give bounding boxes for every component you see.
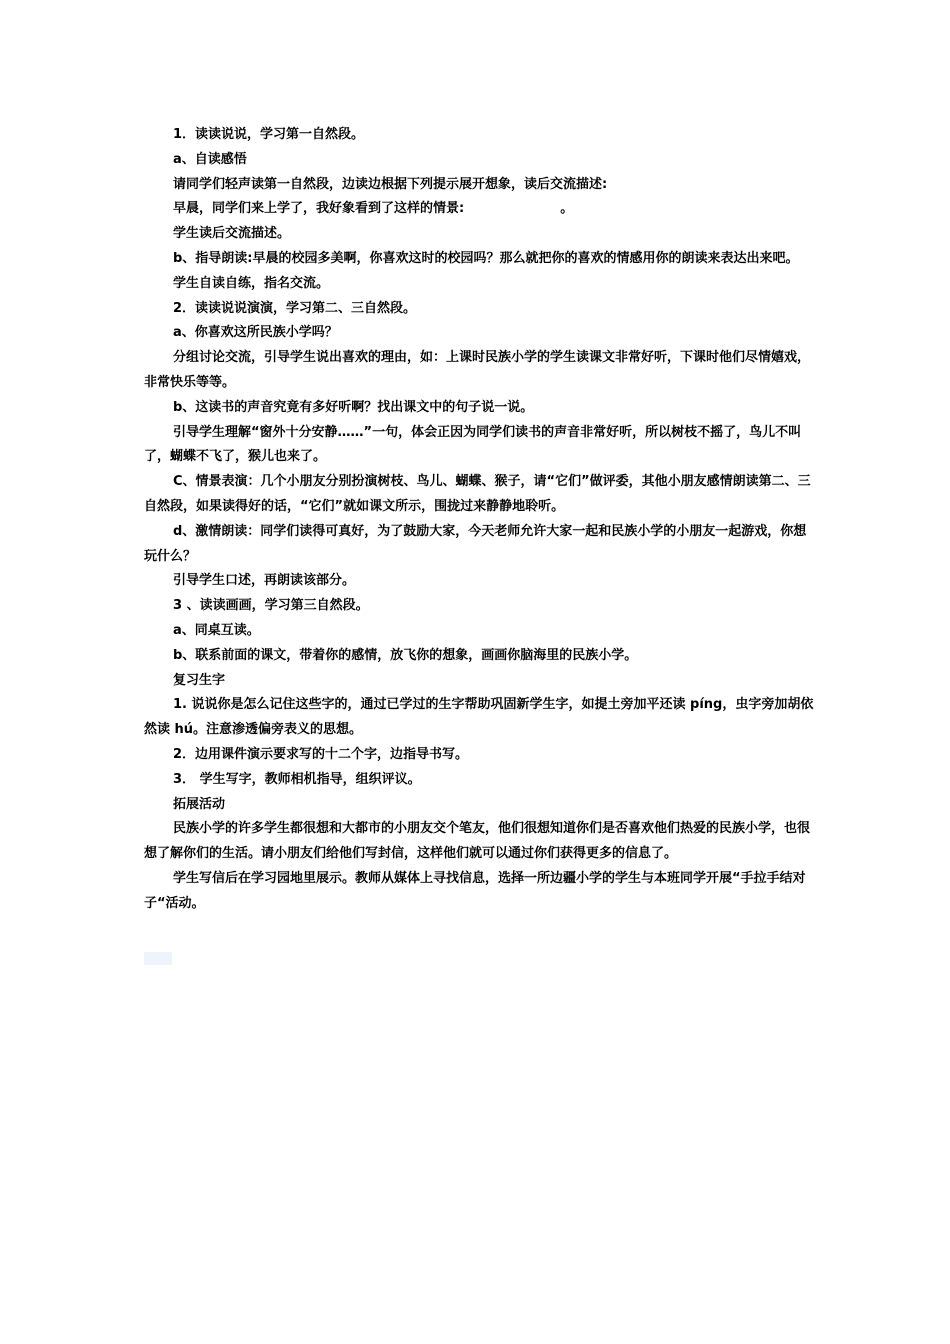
document-body — [144, 123, 816, 917]
paragraph: 3 、读读画画，学习第三自然段。 — [173, 598, 369, 614]
paragraph: b、这读书的声音究竟有多好听啊？找出课文中的句子说一说。 — [173, 399, 534, 415]
paragraph: 引导学生理解“窗外十分安静……”一句，体会正因为同学们读书的声音非常好听，所以树枝不摇了，鸟儿不叫了，蝴蝶不飞了，猴儿也来了。 — [144, 424, 802, 465]
paragraph: 1. 说说你是怎么记住这些字的，通过已学过的生字帮助巩固新学生字，如提土旁加平还读 píng，虫字旁加胡依然读 hú。注意渗透偏旁表义的思想。 — [144, 697, 814, 738]
paragraph: 2．边用课件演示要求写的十二个字，边指导书写。 — [173, 746, 469, 762]
paragraph: 学生自读自练，指名交流。 — [173, 275, 330, 291]
section-heading: 拓展活动 — [173, 796, 226, 812]
paragraph: b、联系前面的课文，带着你的感情，放飞你的想象，画画你脑海里的民族小学。 — [173, 647, 638, 663]
paragraph: 学生读后交流描述。 — [173, 226, 291, 242]
paragraph: 学生写信后在学习园地里展示。教师从媒体上寻找信息，选择一所边疆小学的学生与本班同学开展“手拉手结对子“活动。 — [144, 870, 806, 911]
paragraph: 1．读读说说，学习第一自然段。 — [173, 127, 365, 142]
paragraph: C、情景表演：几个小朋友分别扮演树枝、鸟儿、蝴蝶、猴子，请“它们”做评委，其他小朋友感情朗读第二、三自然段，如果读得好的话，“它们”就如课文所示，围拢过来静静地聆听。 — [144, 474, 811, 514]
paragraph: 3． 学生写字，教师相机指导，组织评议。 — [173, 771, 421, 787]
fill-in-end: 。 — [560, 201, 574, 217]
paragraph: a、你喜欢这所民族小学吗？ — [173, 325, 338, 341]
selection-highlight — [144, 952, 172, 965]
paragraph: a、同桌互读。 — [173, 622, 260, 638]
fill-in-prompt: 早晨，同学们来上学了，我好象看到了这样的情景: — [173, 201, 465, 217]
paragraph: 分组讨论交流，引导学生说出喜欢的理由，如：上课时民族小学的学生读课文非常好听，下课时他们尽情嬉戏，非常快乐等等。 — [144, 350, 811, 390]
paragraph: b、指导朗读:早晨的校园多美啊，你喜欢这时的校园吗？那么就把你的喜欢的情感用你的朗读来表达出来吧。 — [173, 250, 799, 266]
paragraph: 2．读读说说演演，学习第二、三自然段。 — [173, 300, 417, 316]
paragraph: 请同学们轻声读第一自然段，边读边根据下列提示展开想象，读后交流描述: — [173, 176, 608, 192]
section-heading: 复习生字 — [173, 672, 226, 688]
fill-in-paragraph — [144, 197, 816, 222]
paragraph: 民族小学的许多学生都很想和大都市的小朋友交个笔友，他们很想知道你们是否喜欢他们热爱的民族小学，也很想了解你们的生活。请小朋友们给他们写封信，这样他们就可以通过你们获得更多的信息了。 — [144, 821, 811, 862]
paragraph: d、激情朗读：同学们读得可真好，为了鼓励大家，今天老师允许大家一起和民族小学的小朋友一起游戏，你想玩什么？ — [144, 523, 807, 564]
paragraph: 引导学生口述，再朗读该部分。 — [173, 573, 356, 589]
paragraph: a、自读感悟 — [173, 151, 247, 167]
